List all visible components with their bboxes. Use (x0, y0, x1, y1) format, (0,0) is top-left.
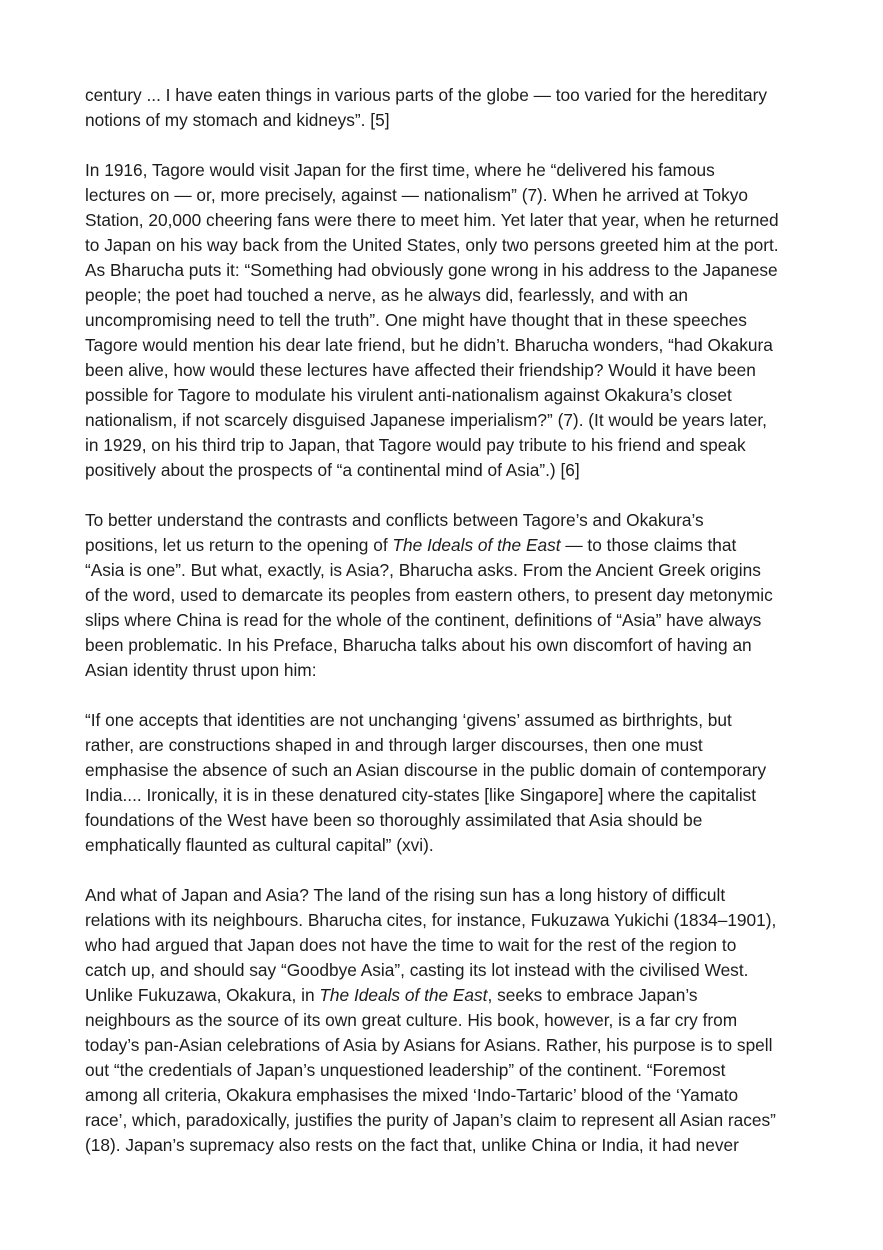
text-run: Unlike Fukuzawa, Okakura, in (85, 985, 320, 1005)
text-line: India.... Ironically, it is in these denatured city-states [like Singapore] where the capitalist (85, 785, 757, 805)
book-title-italic: The Ideals of the East (392, 535, 561, 555)
text-line: In 1916, Tagore would visit Japan for the first time, where he “delivered his famous (85, 160, 715, 180)
text-line: today’s pan-Asian celebrations of Asia by Asians for Asians. Rather, his purpose is to spell (85, 1035, 773, 1055)
text-line: “Asia is one”. But what, exactly, is Asia?, Bharucha asks. From the Ancient Greek origins (85, 560, 761, 580)
text-line: century ... I have eaten things in various parts of the globe — too varied for the hereditary (85, 85, 768, 105)
text-line: Asian identity thrust upon him: (85, 660, 317, 680)
text-line: lectures on — or, more precisely, against — nationalism” (7). When he arrived at Tokyo (85, 185, 749, 205)
text-line: out “the credentials of Japan’s unquestioned leadership” of the continent. “Foremost (85, 1060, 726, 1080)
text-line: Tagore would mention his dear late friend, but he didn’t. Bharucha wonders, “had Okakura (85, 335, 773, 355)
text-line: “If one accepts that identities are not unchanging ‘givens’ assumed as birthrights, but (85, 710, 732, 730)
body-paragraph (85, 883, 811, 1158)
text-line (85, 533, 811, 558)
text-run: positions, let us return to the opening of (85, 535, 393, 555)
text-line (85, 983, 811, 1008)
text-line: possible for Tagore to modulate his virulent anti-nationalism against Okakura’s closet (85, 385, 732, 405)
text-line: emphatically flaunted as cultural capital” (xvi). (85, 835, 434, 855)
text-line: slips where China is read for the whole of the continent, definitions of “Asia” have always (85, 610, 762, 630)
text-line: As Bharucha puts it: “Something had obviously gone wrong in his address to the Japanese (85, 260, 778, 280)
text-line: (18). Japan’s supremacy also rests on the fact that, unlike China or India, it had never (85, 1135, 739, 1155)
body-paragraph (85, 158, 811, 483)
text-line: people; the poet had touched a nerve, as he always did, fearlessly, and with an (85, 285, 688, 305)
text-run: — to those claims that (560, 535, 737, 555)
text-line: race’, which, paradoxically, justifies the purity of Japan’s claim to represent all Asian races” (85, 1110, 776, 1130)
text-line: foundations of the West have been so thoroughly assimilated that Asia should be (85, 810, 703, 830)
text-line: uncompromising need to tell the truth”. One might have thought that in these speeches (85, 310, 747, 330)
text-line: to Japan on his way back from the United States, only two persons greeted him at the port. (85, 235, 779, 255)
text-line: positively about the prospects of “a continental mind of Asia”.) [6] (85, 460, 580, 480)
book-title-italic: The Ideals of the East (319, 985, 488, 1005)
document-page (85, 83, 811, 1183)
text-line: who had argued that Japan does not have the time to wait for the rest of the region to (85, 935, 737, 955)
text-line: And what of Japan and Asia? The land of the rising sun has a long history of difficult (85, 885, 726, 905)
text-line: emphasise the absence of such an Asian discourse in the public domain of contemporary (85, 760, 767, 780)
body-paragraph (85, 508, 811, 683)
text-line: To better understand the contrasts and conflicts between Tagore’s and Okakura’s (85, 510, 704, 530)
text-line: in 1929, on his third trip to Japan, that Tagore would pay tribute to his friend and speak (85, 435, 746, 455)
text-line: been problematic. In his Preface, Bharucha talks about his own discomfort of having an (85, 635, 752, 655)
body-paragraph (85, 83, 811, 133)
text-line: rather, are constructions shaped in and through larger discourses, then one must (85, 735, 703, 755)
text-line: nationalism, if not scarcely disguised Japanese imperialism?” (7). (It would be years later, (85, 410, 767, 430)
text-line: notions of my stomach and kidneys”. [5] (85, 110, 390, 130)
text-run: , seeks to embrace Japan’s (487, 985, 698, 1005)
text-line: Station, 20,000 cheering fans were there to meet him. Yet later that year, when he returned (85, 210, 779, 230)
text-line: relations with its neighbours. Bharucha cites, for instance, Fukuzawa Yukichi (1834–1901), (85, 910, 777, 930)
body-paragraph (85, 708, 811, 858)
text-line: among all criteria, Okakura emphasises the mixed ‘Indo-Tartaric’ blood of the ‘Yamato (85, 1085, 739, 1105)
text-line: catch up, and should say “Goodbye Asia”, casting its lot instead with the civilised West. (85, 960, 749, 980)
text-line: of the word, used to demarcate its peoples from eastern others, to present day metonymic (85, 585, 773, 605)
text-line: neighbours as the source of its own great culture. His book, however, is a far cry from (85, 1010, 738, 1030)
text-line: been alive, how would these lectures have affected their friendship? Would it have been (85, 360, 756, 380)
